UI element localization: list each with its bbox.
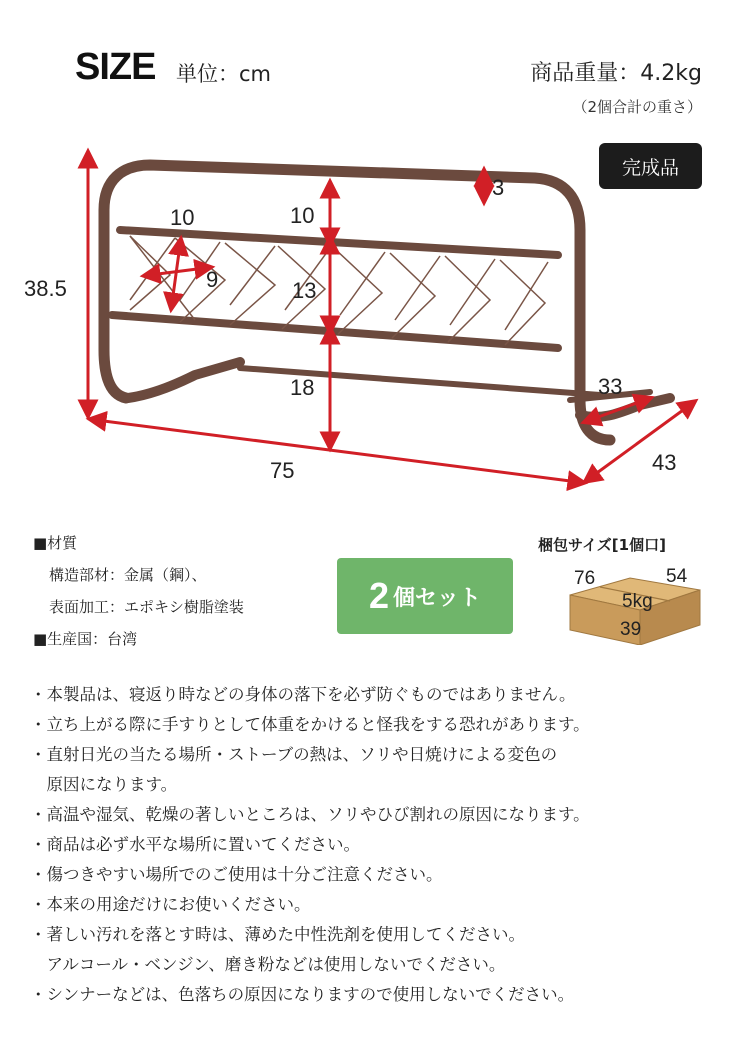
top-rail-label: 3 [492, 175, 505, 200]
country-of-origin: ■生産国：台湾 [33, 630, 138, 648]
package-length: 76 [574, 568, 596, 589]
set-label: 個セット [393, 585, 482, 611]
diamond-height-label: 9 [206, 267, 219, 292]
note-item: ・商品は必ず水平な場所に置いてください。 [30, 835, 360, 854]
top-gap-label: 10 [290, 203, 315, 228]
note-item: ・高温や湿気、乾燥の著しいところは、ソリやひび割れの原因になります。 [30, 805, 590, 824]
two-piece-set-badge [337, 558, 513, 634]
material-structure: 構造部材：金属（鋼）、 [49, 566, 207, 584]
bed-guard-diagram [0, 140, 740, 510]
package-height: 39 [620, 619, 642, 640]
package-box-icon [560, 560, 710, 645]
caution-notes [30, 680, 730, 1010]
note-item: ・著しい汚れを落とす時は、薄めた中性洗剤を使用してください。 [30, 925, 525, 944]
note-item: ・立ち上がる際に手すりとして体重をかけると怪我をする恐れがあります。 [30, 715, 590, 734]
note-item: アルコール・ベンジン、磨き粉などは使用しないでください。 [30, 955, 506, 974]
package-size-title: 梱包サイズ[1個口] [538, 536, 666, 554]
product-weight: 商品重量：4.2kg [530, 61, 702, 86]
height-label: 38.5 [24, 276, 67, 301]
package-width: 54 [666, 566, 688, 587]
mesh-height-label: 13 [292, 278, 317, 303]
material-heading: ■材質 [33, 534, 78, 552]
depth-label: 43 [652, 450, 677, 475]
note-item: ・シンナーなどは、色落ちの原因になりますので使用しないでください。 [30, 985, 575, 1004]
unit-label: 単位：cm [176, 62, 272, 86]
note-item: ・本来の用途だけにお使いください。 [30, 895, 311, 914]
bottom-gap-label: 18 [290, 375, 315, 400]
base-depth-label: 33 [598, 374, 623, 399]
note-item: ・本製品は、寝返り時などの身体の落下を必ず防ぐものではありません。 [30, 685, 576, 704]
note-item: ・直射日光の当たる場所・ストーブの熱は、ソリや日焼けによる変色の [30, 745, 558, 764]
set-count: 2 [368, 575, 389, 616]
material-section [33, 527, 244, 655]
complete-product-badge: 完成品 [599, 143, 702, 189]
product-weight-note: （2個合計の重さ） [572, 98, 702, 116]
diamond-width-label: 10 [170, 205, 195, 230]
note-item: ・傷つきやすい場所でのご使用は十分ご注意ください。 [30, 865, 443, 884]
size-title: SIZE [75, 46, 156, 88]
width-label: 75 [270, 458, 295, 483]
package-weight: 5kg [622, 591, 653, 612]
note-item: 原因になります。 [30, 775, 178, 794]
material-surface: 表面加工：エポキシ樹脂塗装 [49, 598, 244, 616]
